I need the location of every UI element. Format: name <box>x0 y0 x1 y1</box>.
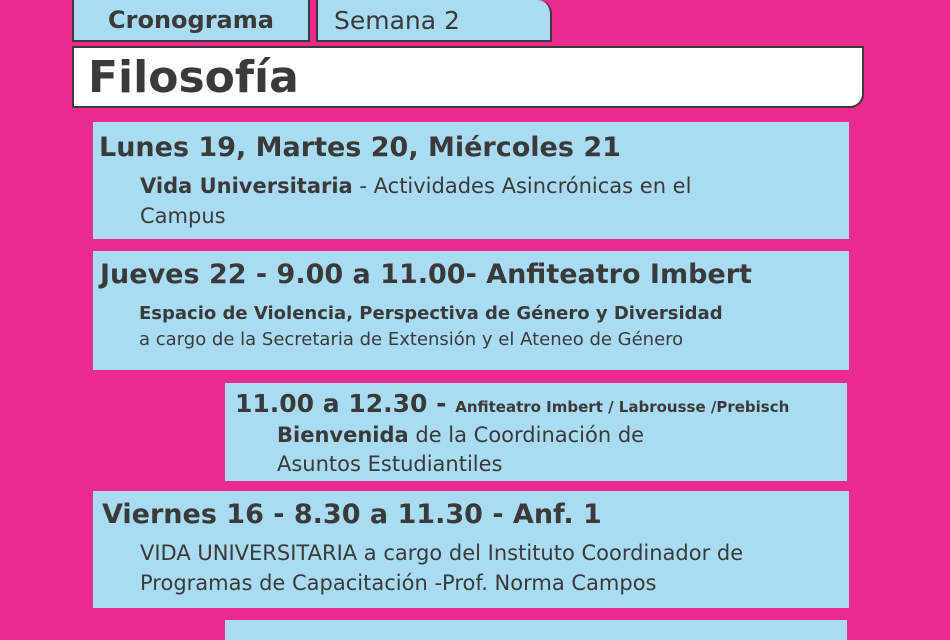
schedule-heading-venue: Anfiteatro Imbert / Labrousse /Prebisch <box>455 398 790 416</box>
schedule-line: Asuntos Estudiantiles <box>277 452 503 476</box>
schedule-line <box>277 423 644 447</box>
tab-semana: Semana 2 <box>316 0 552 42</box>
schedule-card-2 <box>93 251 849 370</box>
schedule-line <box>140 174 691 198</box>
schedule-line: Programas de Capacitación -Prof. Norma Campos <box>140 571 657 595</box>
schedule-card-3 <box>225 383 847 481</box>
schedule-line: a cargo de la Secretaria de Extensión y el Ateneo de Género <box>139 329 684 350</box>
schedule-line-bold: Espacio de Violencia, Perspectiva de Género y Diversidad <box>139 303 723 324</box>
page-title: Filosofía <box>72 46 864 108</box>
schedule-line-text: - Actividades Asincrónicas en el <box>352 174 692 198</box>
schedule-line-bold: Vida Universitaria <box>140 174 353 198</box>
schedule-line-text: de la Coordinación de <box>408 423 645 447</box>
schedule-heading: Viernes 16 - 8.30 a 11.30 - Anf. 1 <box>102 499 602 530</box>
schedule-heading <box>235 389 789 418</box>
schedule-card-1 <box>93 122 849 239</box>
schedule-card-4 <box>93 491 849 608</box>
schedule-card-5 <box>225 620 847 640</box>
schedule-heading-time: 11.00 a 12.30 - <box>235 389 456 418</box>
schedule-heading: Lunes 19, Martes 20, Miércoles 21 <box>99 132 621 163</box>
schedule-line: Campus <box>140 204 226 228</box>
tab-cronograma: Cronograma <box>72 0 310 42</box>
schedule-line-bold: Bienvenida <box>277 423 409 447</box>
schedule-line: VIDA UNIVERSITARIA a cargo del Instituto Coordinador de <box>140 541 744 565</box>
schedule-heading: Jueves 22 - 9.00 a 11.00- Anfiteatro Imbert <box>100 259 752 290</box>
